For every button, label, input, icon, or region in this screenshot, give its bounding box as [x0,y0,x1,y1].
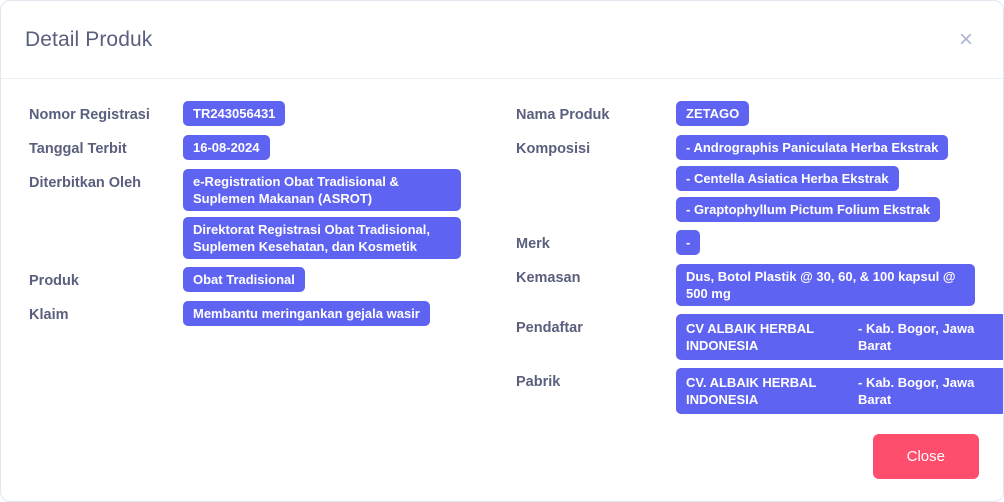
field-label: Kemasan [516,270,581,286]
field-label: Produk [29,273,79,289]
field-values [676,264,975,306]
field-label: Nomor Registrasi [29,107,150,123]
status-badge: Dus, Botol Plastik @ 30, 60, & 100 kapsul @ 500 mg [676,264,975,306]
field-values [183,101,502,126]
field-row [29,169,502,259]
page-title: Detail Produk [25,27,153,51]
status-badge: - Centella Asiatica Herba Ekstrak [676,166,899,191]
status-badge: Direktorat Registrasi Obat Tradisional, Suplemen Kesehatan, dan Kosmetik [183,217,461,259]
field-values [183,135,502,160]
field-values [676,230,975,255]
field-label: Pabrik [516,374,561,390]
registrant-name: CV ALBAIK HERBAL INDONESIA [686,321,814,353]
status-badge [676,368,1004,414]
right-detail-column [502,101,975,422]
field-label: Klaim [29,307,69,323]
field-values [676,314,975,360]
field-label: Nama Produk [516,107,610,123]
status-badge: - Graptophyllum Pictum Folium Ekstrak [676,197,940,222]
status-badge: 16-08-2024 [183,135,270,160]
field-values [676,135,975,222]
field-label: Diterbitkan Oleh [29,175,141,191]
status-badge: - [676,230,700,255]
status-badge: Membantu meringankan gejala wasir [183,301,430,326]
field-values [676,368,975,414]
status-badge: Obat Tradisional [183,267,305,292]
field-label: Komposisi [516,141,591,157]
modal-footer [873,434,979,479]
field-label: Tanggal Terbit [29,141,127,157]
field-row [516,101,975,127]
field-row [29,135,502,161]
field-row [29,101,502,127]
close-icon[interactable]: × [958,25,973,53]
status-badge: e-Registration Obat Tradisional & Suplemen Makanan (ASROT) [183,169,461,211]
modal-body [1,79,1003,422]
field-row [29,301,502,327]
field-values [183,301,502,326]
field-row [29,267,502,293]
status-badge: TR243056431 [183,101,285,126]
field-label: Pendaftar [516,320,583,336]
manufacturer-location: - Kab. Bogor, Jawa Barat [858,375,975,407]
left-detail-column [29,101,502,422]
field-values [183,169,502,259]
registrant-location: - Kab. Bogor, Jawa Barat [858,321,975,353]
status-badge: ZETAGO [676,101,749,126]
manufacturer-name: CV. ALBAIK HERBAL INDONESIA [686,375,817,407]
status-badge [676,314,1004,360]
field-row [516,264,975,306]
field-row [516,368,975,414]
field-row [516,135,975,222]
close-button[interactable]: Close [873,434,979,479]
field-row [516,314,975,360]
field-values [183,267,502,292]
field-row [516,230,975,256]
modal-header [1,1,1003,79]
field-values [676,101,975,126]
status-badge: - Andrographis Paniculata Herba Ekstrak [676,135,948,160]
field-label: Merk [516,236,550,252]
